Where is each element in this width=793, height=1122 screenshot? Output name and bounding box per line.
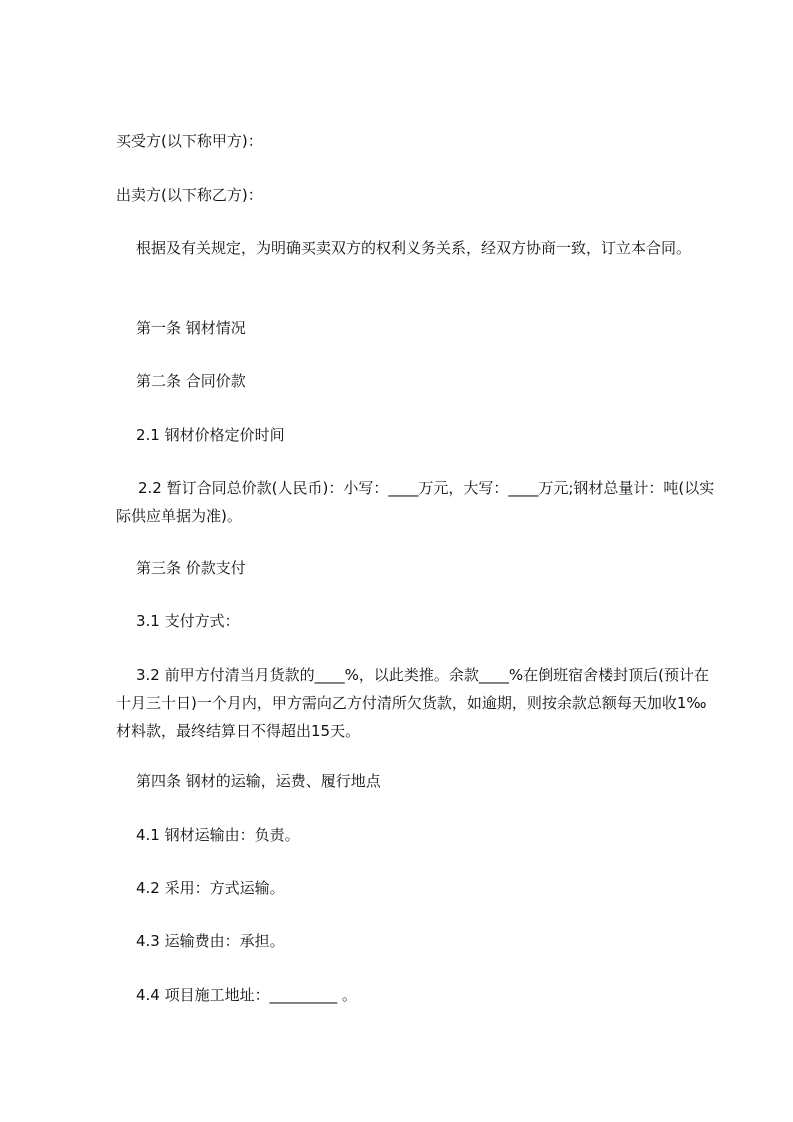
article-3-heading: 第三条 价款支付: [136, 559, 246, 577]
clause-4-1: 4.1 钢材运输由：负责。: [136, 826, 300, 844]
clause-2-1: 2.1 钢材价格定价时间: [136, 426, 285, 444]
article-1-heading: 第一条 钢材情况: [136, 319, 246, 337]
clause-4-2: 4.2 采用：方式运输。: [136, 879, 285, 897]
preamble-paragraph: 根据及有关规定，为明确买卖双方的权利义务关系，经双方协商一致，订立本合同。: [136, 239, 692, 257]
buyer-line: 买受方(以下称甲方)：: [116, 132, 263, 150]
clause-4-4: 4.4 项目施工地址：_________ 。: [136, 986, 357, 1004]
seller-line: 出卖方(以下称乙方)：: [116, 186, 263, 204]
clause-3-1: 3.1 支付方式：: [136, 612, 240, 630]
article-2-heading: 第二条 合同价款: [136, 372, 246, 390]
clause-4-3: 4.3 运输费由：承担。: [136, 932, 285, 950]
clause-2-2: 2.2 暂订合同总价款(人民币)：小写：____万元，大写：____万元;钢材总量计：吨(以实际供应单据为准)。: [116, 479, 715, 525]
article-4-heading: 第四条 钢材的运输，运费、履行地点: [136, 772, 381, 790]
clause-3-2: 3.2 前甲方付清当月货款的____%，以此类推。余款____%在倒班宿舍楼封顶后(预计在十月三十日)一个月内，甲方需向乙方付清所欠货款，如逾期，则按余款总额每天加收1‰材料款，最终结算日不得超出15天。: [116, 666, 709, 740]
